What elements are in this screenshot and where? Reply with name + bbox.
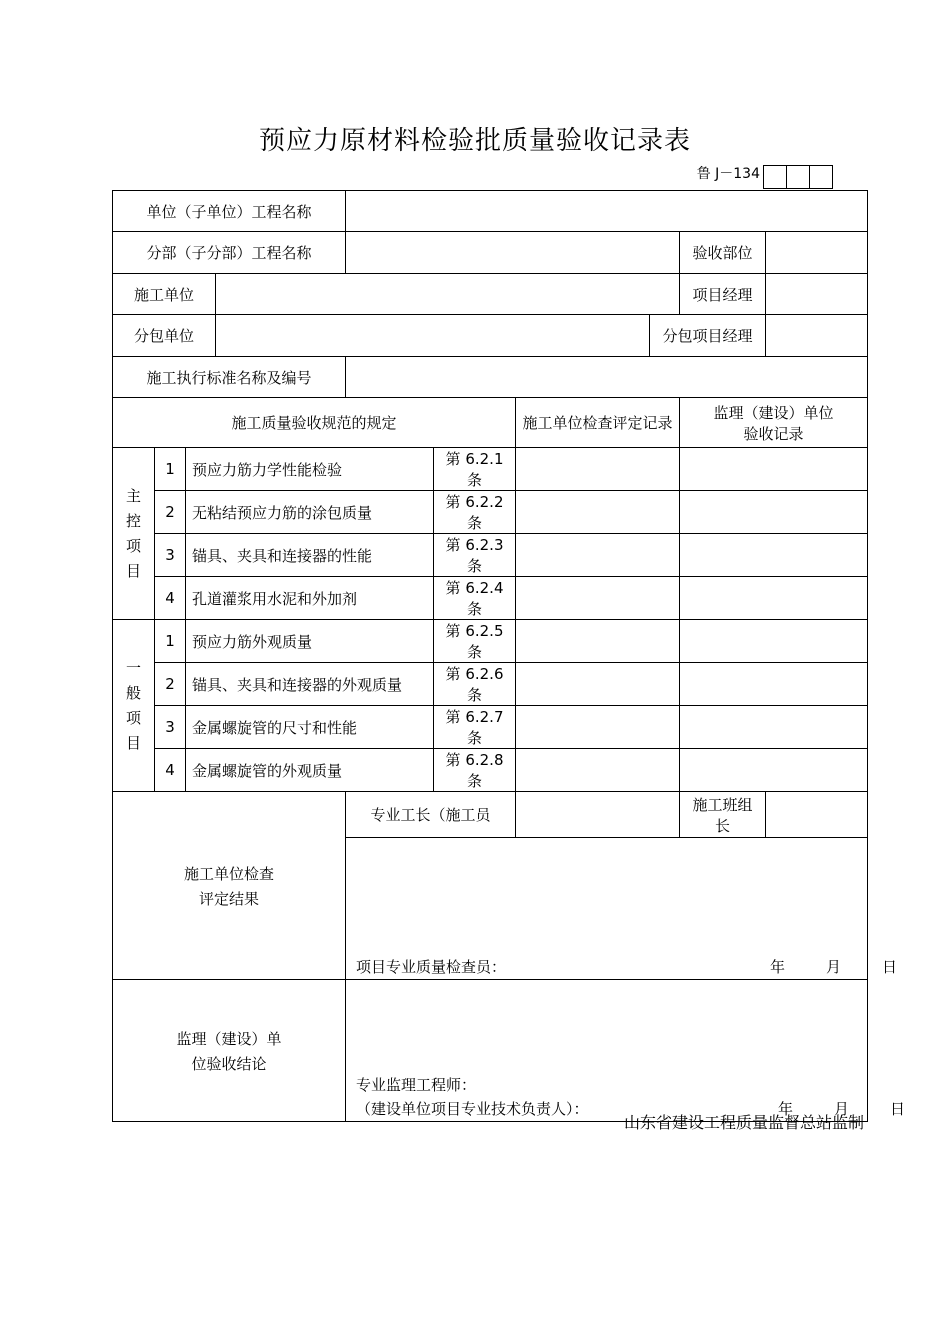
standard-label: 施工执行标准名称及编号 [113, 357, 346, 398]
issuer-footer: 山东省建设工程质量监督总站监制 [623, 1113, 864, 1132]
item-no: 4 [155, 577, 186, 620]
acceptance-part-field[interactable] [766, 232, 868, 274]
item-no: 1 [155, 620, 186, 663]
table-row [113, 534, 868, 577]
item-clause: 第 6.2.3 条 [434, 534, 516, 577]
supervision-record-cell[interactable] [680, 663, 868, 706]
supervision-record-cell[interactable] [680, 749, 868, 792]
acceptance-part-label: 验收部位 [680, 232, 766, 274]
item-name: 金属螺旋管的外观质量 [186, 749, 434, 792]
construction-record-cell[interactable] [516, 663, 680, 706]
item-name: 金属螺旋管的尺寸和性能 [186, 706, 434, 749]
supervision-record-header: 监理（建设）单位 验收记录 [680, 398, 868, 448]
item-clause: 第 6.2.6 条 [434, 663, 516, 706]
date-year: 年 [770, 958, 786, 976]
item-no: 3 [155, 706, 186, 749]
project-manager-field[interactable] [766, 274, 868, 315]
construction-record-cell[interactable] [516, 706, 680, 749]
table-row [113, 620, 868, 663]
code-box[interactable] [809, 165, 833, 189]
spec-column-header: 施工质量验收规范的规定 [113, 398, 516, 448]
page-title: 预应力原材料检验批质量验收记录表 [258, 126, 691, 156]
construction-unit-field[interactable] [216, 274, 680, 315]
date-year: 年 [778, 1100, 794, 1118]
table-row [113, 577, 868, 620]
sub-project-manager-label: 分包项目经理 [650, 315, 766, 357]
project-manager-label: 项目经理 [680, 274, 766, 315]
item-no: 4 [155, 749, 186, 792]
item-clause: 第 6.2.1 条 [434, 448, 516, 491]
item-clause: 第 6.2.4 条 [434, 577, 516, 620]
item-name: 孔道灌浆用水泥和外加剂 [186, 577, 434, 620]
sub-project-manager-field[interactable] [766, 315, 868, 357]
conclusion-label: 监理（建设）单 位验收结论 [113, 980, 346, 1122]
date-day: 日 [882, 958, 898, 976]
supervision-record-cell[interactable] [680, 706, 868, 749]
supervision-record-cell[interactable] [680, 448, 868, 491]
unit-project-label: 单位（子单位）工程名称 [113, 191, 346, 232]
table-row [113, 749, 868, 792]
construction-record-cell[interactable] [516, 534, 680, 577]
acceptance-form-table [112, 190, 906, 1122]
item-clause: 第 6.2.8 条 [434, 749, 516, 792]
code-box[interactable] [786, 165, 810, 189]
unit-project-field[interactable] [346, 191, 868, 232]
subcontractor-field[interactable] [216, 315, 650, 357]
construction-record-cell[interactable] [516, 491, 680, 534]
team-leader-field[interactable] [766, 792, 868, 838]
team-leader-label: 施工班组长 [680, 792, 766, 838]
form-code: 鲁 J－134 [696, 166, 760, 182]
construction-record-cell[interactable] [516, 620, 680, 663]
item-name: 预应力筋外观质量 [186, 620, 434, 663]
item-clause: 第 6.2.5 条 [434, 620, 516, 663]
item-no: 1 [155, 448, 186, 491]
form-code-boxes [763, 165, 833, 189]
foreman-label: 专业工长（施工员 [346, 792, 516, 838]
item-no: 2 [155, 491, 186, 534]
inspector-label: 项目专业质量检查员： [356, 958, 507, 976]
construction-record-cell[interactable] [516, 749, 680, 792]
item-no: 2 [155, 663, 186, 706]
general-items-label: 一 般 项 目 [113, 620, 155, 792]
construction-record-cell[interactable] [516, 577, 680, 620]
item-name: 锚具、夹具和连接器的性能 [186, 534, 434, 577]
item-name: 无粘结预应力筋的涂包质量 [186, 491, 434, 534]
item-name: 锚具、夹具和连接器的外观质量 [186, 663, 434, 706]
table-row [113, 448, 868, 491]
construction-unit-label: 施工单位 [113, 274, 216, 315]
check-result-field[interactable] [346, 838, 898, 980]
check-result-label: 施工单位检查 评定结果 [113, 792, 346, 980]
supervision-record-cell[interactable] [680, 534, 868, 577]
subcontractor-label: 分包单位 [113, 315, 216, 357]
table-row [113, 491, 868, 534]
item-clause: 第 6.2.2 条 [434, 491, 516, 534]
owner-label: （建设单位项目专业技术负责人）： [356, 1100, 589, 1118]
table-row [113, 663, 868, 706]
item-name: 预应力筋力学性能检验 [186, 448, 434, 491]
date-month: 月 [826, 958, 842, 976]
supervision-record-cell[interactable] [680, 491, 868, 534]
main-items-label: 主 控 项 目 [113, 448, 155, 620]
sub-project-field[interactable] [346, 232, 680, 274]
table-row [113, 706, 868, 749]
item-no: 3 [155, 534, 186, 577]
supervision-record-cell[interactable] [680, 620, 868, 663]
engineer-label: 专业监理工程师： [356, 1076, 477, 1094]
standard-field[interactable] [346, 357, 868, 398]
item-clause: 第 6.2.7 条 [434, 706, 516, 749]
construction-record-cell[interactable] [516, 448, 680, 491]
sub-project-label: 分部（子分部）工程名称 [113, 232, 346, 274]
code-box[interactable] [763, 165, 787, 189]
foreman-field[interactable] [516, 792, 680, 838]
supervision-record-cell[interactable] [680, 577, 868, 620]
date-day: 日 [890, 1100, 906, 1118]
date-month: 月 [834, 1100, 850, 1118]
construction-record-header: 施工单位检查评定记录 [516, 398, 680, 448]
conclusion-field[interactable] [346, 980, 906, 1122]
